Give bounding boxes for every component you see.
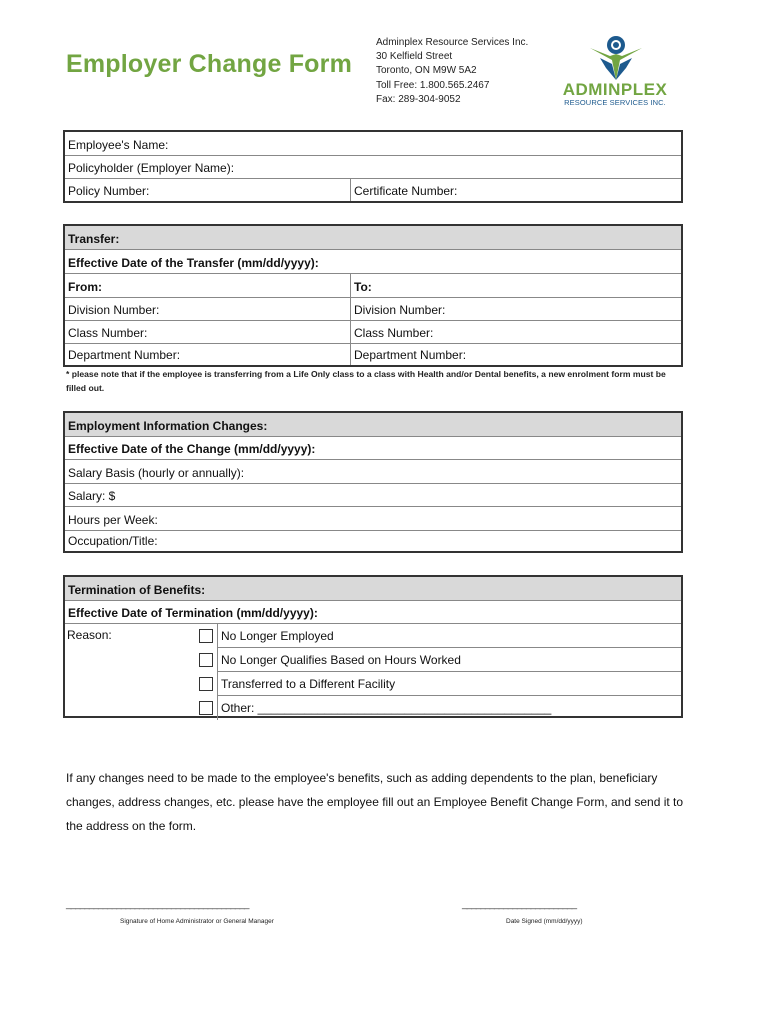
reason-label: Reason:	[67, 628, 112, 642]
policy-number-field[interactable]: Policy Number:	[65, 179, 351, 201]
transfer-section	[63, 224, 683, 367]
transfer-note: * please note that if the employee is transferring from a Life Only class to a class with Health and/or Dental benefits, a new enrolment form must be filled out.	[66, 369, 666, 393]
date-signed-line[interactable]: _________________________	[462, 899, 577, 910]
employee-info-section	[63, 130, 683, 203]
change-date-row	[65, 437, 681, 460]
signature-line[interactable]: ________________________________________	[66, 899, 249, 910]
employment-heading: Employment Information Changes:	[68, 419, 268, 433]
salary-basis-row	[65, 460, 681, 484]
termination-heading: Termination of Benefits:	[68, 583, 206, 597]
reason-option	[199, 624, 681, 648]
from-department-field[interactable]: Department Number:	[65, 344, 351, 365]
certificate-number-field[interactable]: Certificate Number:	[354, 184, 458, 198]
hours-row	[65, 507, 681, 531]
hours-worked-checkbox[interactable]	[199, 653, 213, 667]
transfer-date-field[interactable]: Effective Date of the Transfer (mm/dd/yyyy):	[68, 256, 319, 270]
policy-number-row	[65, 179, 681, 201]
transfer-heading-row	[65, 226, 681, 250]
termination-reasons	[65, 624, 681, 720]
company-address	[376, 36, 528, 107]
from-label: From:	[65, 274, 351, 297]
other-checkbox[interactable]	[199, 701, 213, 715]
termination-date-field[interactable]: Effective Date of Termination (mm/dd/yyyy):	[68, 606, 318, 620]
employment-heading-row	[65, 413, 681, 437]
employee-name-row	[65, 132, 681, 156]
transferred-checkbox[interactable]	[199, 677, 213, 691]
form-title: Employer Change Form	[66, 50, 352, 78]
other-reason-field[interactable]: Other: ____________________________________________	[217, 696, 681, 720]
termination-heading-row	[65, 577, 681, 601]
reason-option-label: Transferred to a Different Facility	[217, 672, 681, 696]
policyholder-row	[65, 156, 681, 179]
reason-option-label: No Longer Employed	[217, 624, 681, 648]
salary-field[interactable]: Salary: $	[68, 489, 116, 503]
address-line: Toll Free: 1.800.565.2467	[376, 79, 490, 91]
to-class-field[interactable]: Class Number:	[354, 326, 434, 340]
address-line: Fax: 289-304-9052	[376, 93, 461, 105]
date-signed-caption: Date Signed (mm/dd/yyyy)	[506, 918, 583, 925]
reason-option	[199, 648, 681, 672]
occupation-field[interactable]: Occupation/Title:	[68, 534, 158, 548]
from-class-field[interactable]: Class Number:	[65, 321, 351, 343]
to-department-field[interactable]: Department Number:	[354, 348, 467, 362]
termination-section	[63, 575, 683, 718]
address-line: Adminplex Resource Services Inc.	[376, 37, 529, 48]
adminplex-logo	[556, 34, 676, 108]
from-to-row	[65, 274, 681, 298]
salary-basis-field[interactable]: Salary Basis (hourly or annually):	[68, 466, 245, 480]
policyholder-field[interactable]: Policyholder (Employer Name):	[68, 161, 235, 175]
division-row	[65, 298, 681, 321]
signature-caption: Signature of Home Administrator or General Manager	[120, 918, 274, 925]
salary-row	[65, 484, 681, 507]
termination-date-row	[65, 601, 681, 624]
occupation-row	[65, 531, 681, 551]
to-division-field[interactable]: Division Number:	[354, 303, 446, 317]
class-row	[65, 321, 681, 344]
employee-name-field[interactable]: Employee's Name:	[68, 138, 169, 152]
reason-option	[199, 696, 681, 720]
no-longer-employed-checkbox[interactable]	[199, 629, 213, 643]
logo-figure-icon	[556, 34, 676, 82]
transfer-heading: Transfer:	[68, 232, 120, 246]
transfer-date-row	[65, 250, 681, 274]
from-division-field[interactable]: Division Number:	[65, 298, 351, 320]
reason-option-label: No Longer Qualifies Based on Hours Worked	[217, 648, 681, 672]
to-label: To:	[354, 280, 372, 294]
change-date-field[interactable]: Effective Date of the Change (mm/dd/yyyy):	[68, 442, 316, 456]
employment-changes-section	[63, 411, 683, 553]
hours-field[interactable]: Hours per Week:	[68, 513, 158, 527]
instructions-paragraph: If any changes need to be made to the employee's benefits, such as adding dependents to the plan, beneficiary changes, address changes, etc. please have the employee fill out an Employee Benefit Change Form, and send it to the address on the form.	[66, 771, 684, 833]
department-row	[65, 344, 681, 365]
address-line: 30 Kelfield Street	[376, 51, 453, 63]
logo-name: ADMINPLEX	[562, 80, 668, 99]
reason-option	[199, 672, 681, 696]
reason-options	[199, 624, 681, 720]
logo-subtitle: RESOURCE SERVICES INC.	[564, 98, 666, 107]
address-line: Toronto, ON M9W 5A2	[376, 65, 477, 77]
